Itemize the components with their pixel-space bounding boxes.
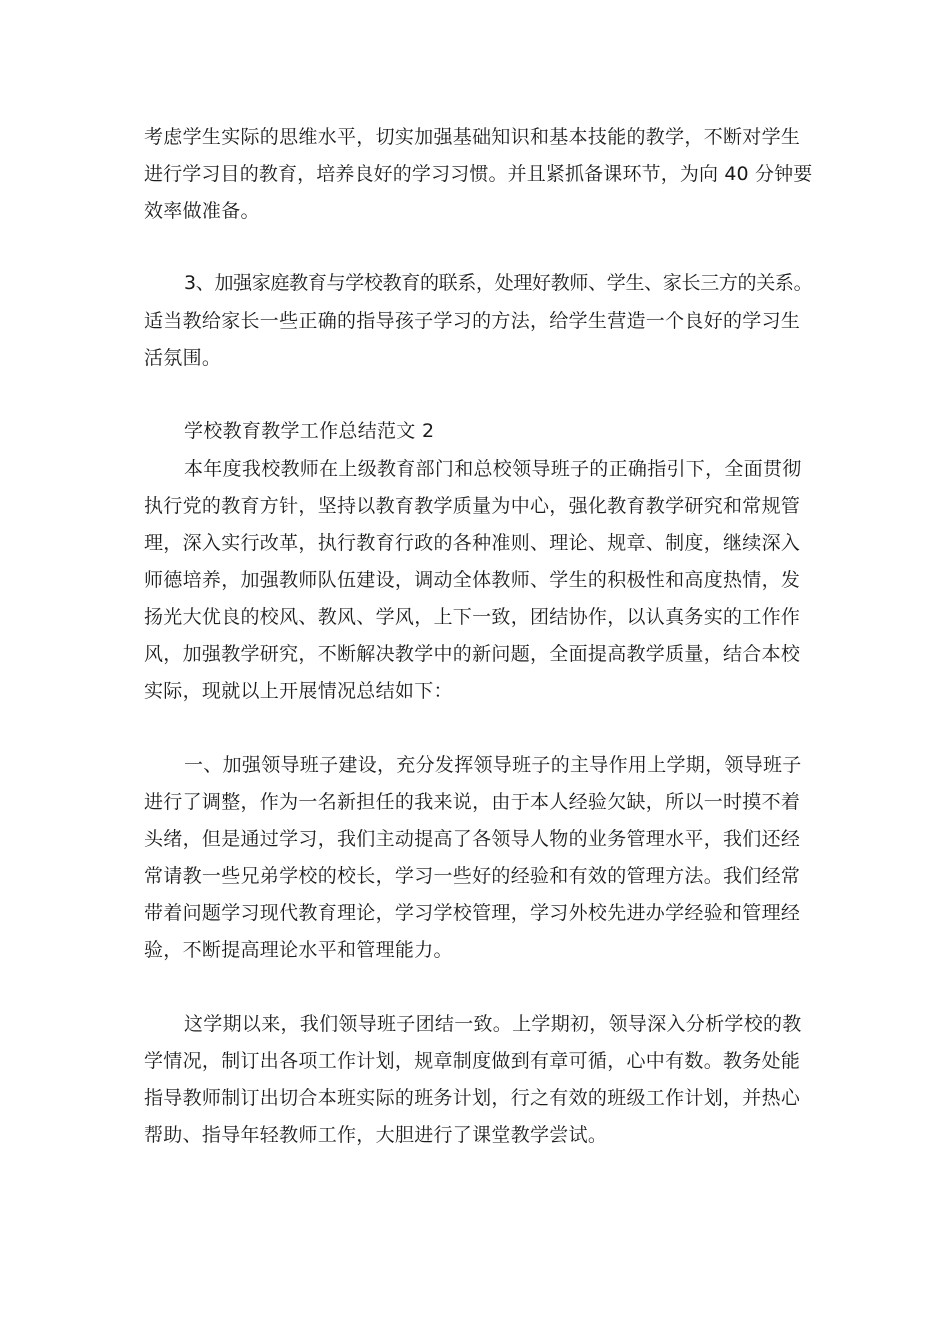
paragraph-line: 执行党的教育方针，坚持以教育教学质量为中心，强化教育教学研究和常规管	[144, 495, 801, 517]
paragraph-line: 指导教师制订出切合本班实际的班务计划，行之有效的班级工作计划，并热心	[144, 1087, 801, 1109]
paragraph-line: 实际，现就以上开展情况总结如下：	[144, 680, 453, 702]
paragraph-line: 头绪，但是通过学习，我们主动提高了各领导人物的业务管理水平，我们还经	[144, 828, 801, 850]
paragraph-line: 进行了调整，作为一名新担任的我来说，由于本人经验欠缺，所以一时摸不着	[144, 791, 801, 813]
paragraph-line: 效率做准备。	[144, 200, 260, 222]
paragraph-line: 验，不断提高理论水平和管理能力。	[144, 939, 453, 961]
paragraph-line: 这学期以来，我们领导班子团结一致。上学期初，领导深入分析学校的教	[184, 1013, 802, 1035]
paragraph-line: 风，加强教学研究，不断解决教学中的新问题，全面提高教学质量，结合本校	[144, 643, 801, 665]
paragraph-line: 适当教给家长一些正确的指导孩子学习的方法，给学生营造一个良好的学习生	[144, 310, 801, 332]
paragraph-line: 3、加强家庭教育与学校教育的联系，处理好教师、学生、家长三方的关系。	[184, 272, 813, 294]
paragraph-line: 扬光大优良的校风、教风、学风，上下一致，团结协作，以认真务实的工作作	[144, 606, 801, 628]
paragraph-line: 常请教一些兄弟学校的校长，学习一些好的经验和有效的管理方法。我们经常	[144, 865, 801, 887]
paragraph-line: 学情况，制订出各项工作计划，规章制度做到有章可循，心中有数。教务处能	[144, 1050, 801, 1072]
paragraph-line: 理，深入实行改革，执行教育行政的各种准则、理论、规章、制度，继续深入	[144, 532, 801, 554]
paragraph-line: 一、加强领导班子建设，充分发挥领导班子的主导作用上学期，领导班子	[184, 754, 802, 776]
paragraph-line: 活氛围。	[144, 347, 222, 369]
paragraph-line: 考虑学生实际的思维水平，切实加强基础知识和基本技能的教学，不断对学生	[144, 126, 801, 148]
paragraph-line: 本年度我校教师在上级教育部门和总校领导班子的正确指引下，全面贯彻	[184, 458, 802, 480]
paragraph-line: 帮助、指导年轻教师工作，大胆进行了课堂教学尝试。	[144, 1124, 608, 1146]
section-heading: 学校教育教学工作总结范文 2	[184, 420, 435, 442]
paragraph-line: 带着问题学习现代教育理论，学习学校管理，学习外校先进办学经验和管理经	[144, 902, 801, 924]
paragraph-line: 进行学习目的教育，培养良好的学习习惯。并且紧抓备课环节，为向 40 分钟要	[144, 163, 813, 185]
paragraph-line: 师德培养，加强教师队伍建设，调动全体教师、学生的积极性和高度热情，发	[144, 569, 801, 591]
